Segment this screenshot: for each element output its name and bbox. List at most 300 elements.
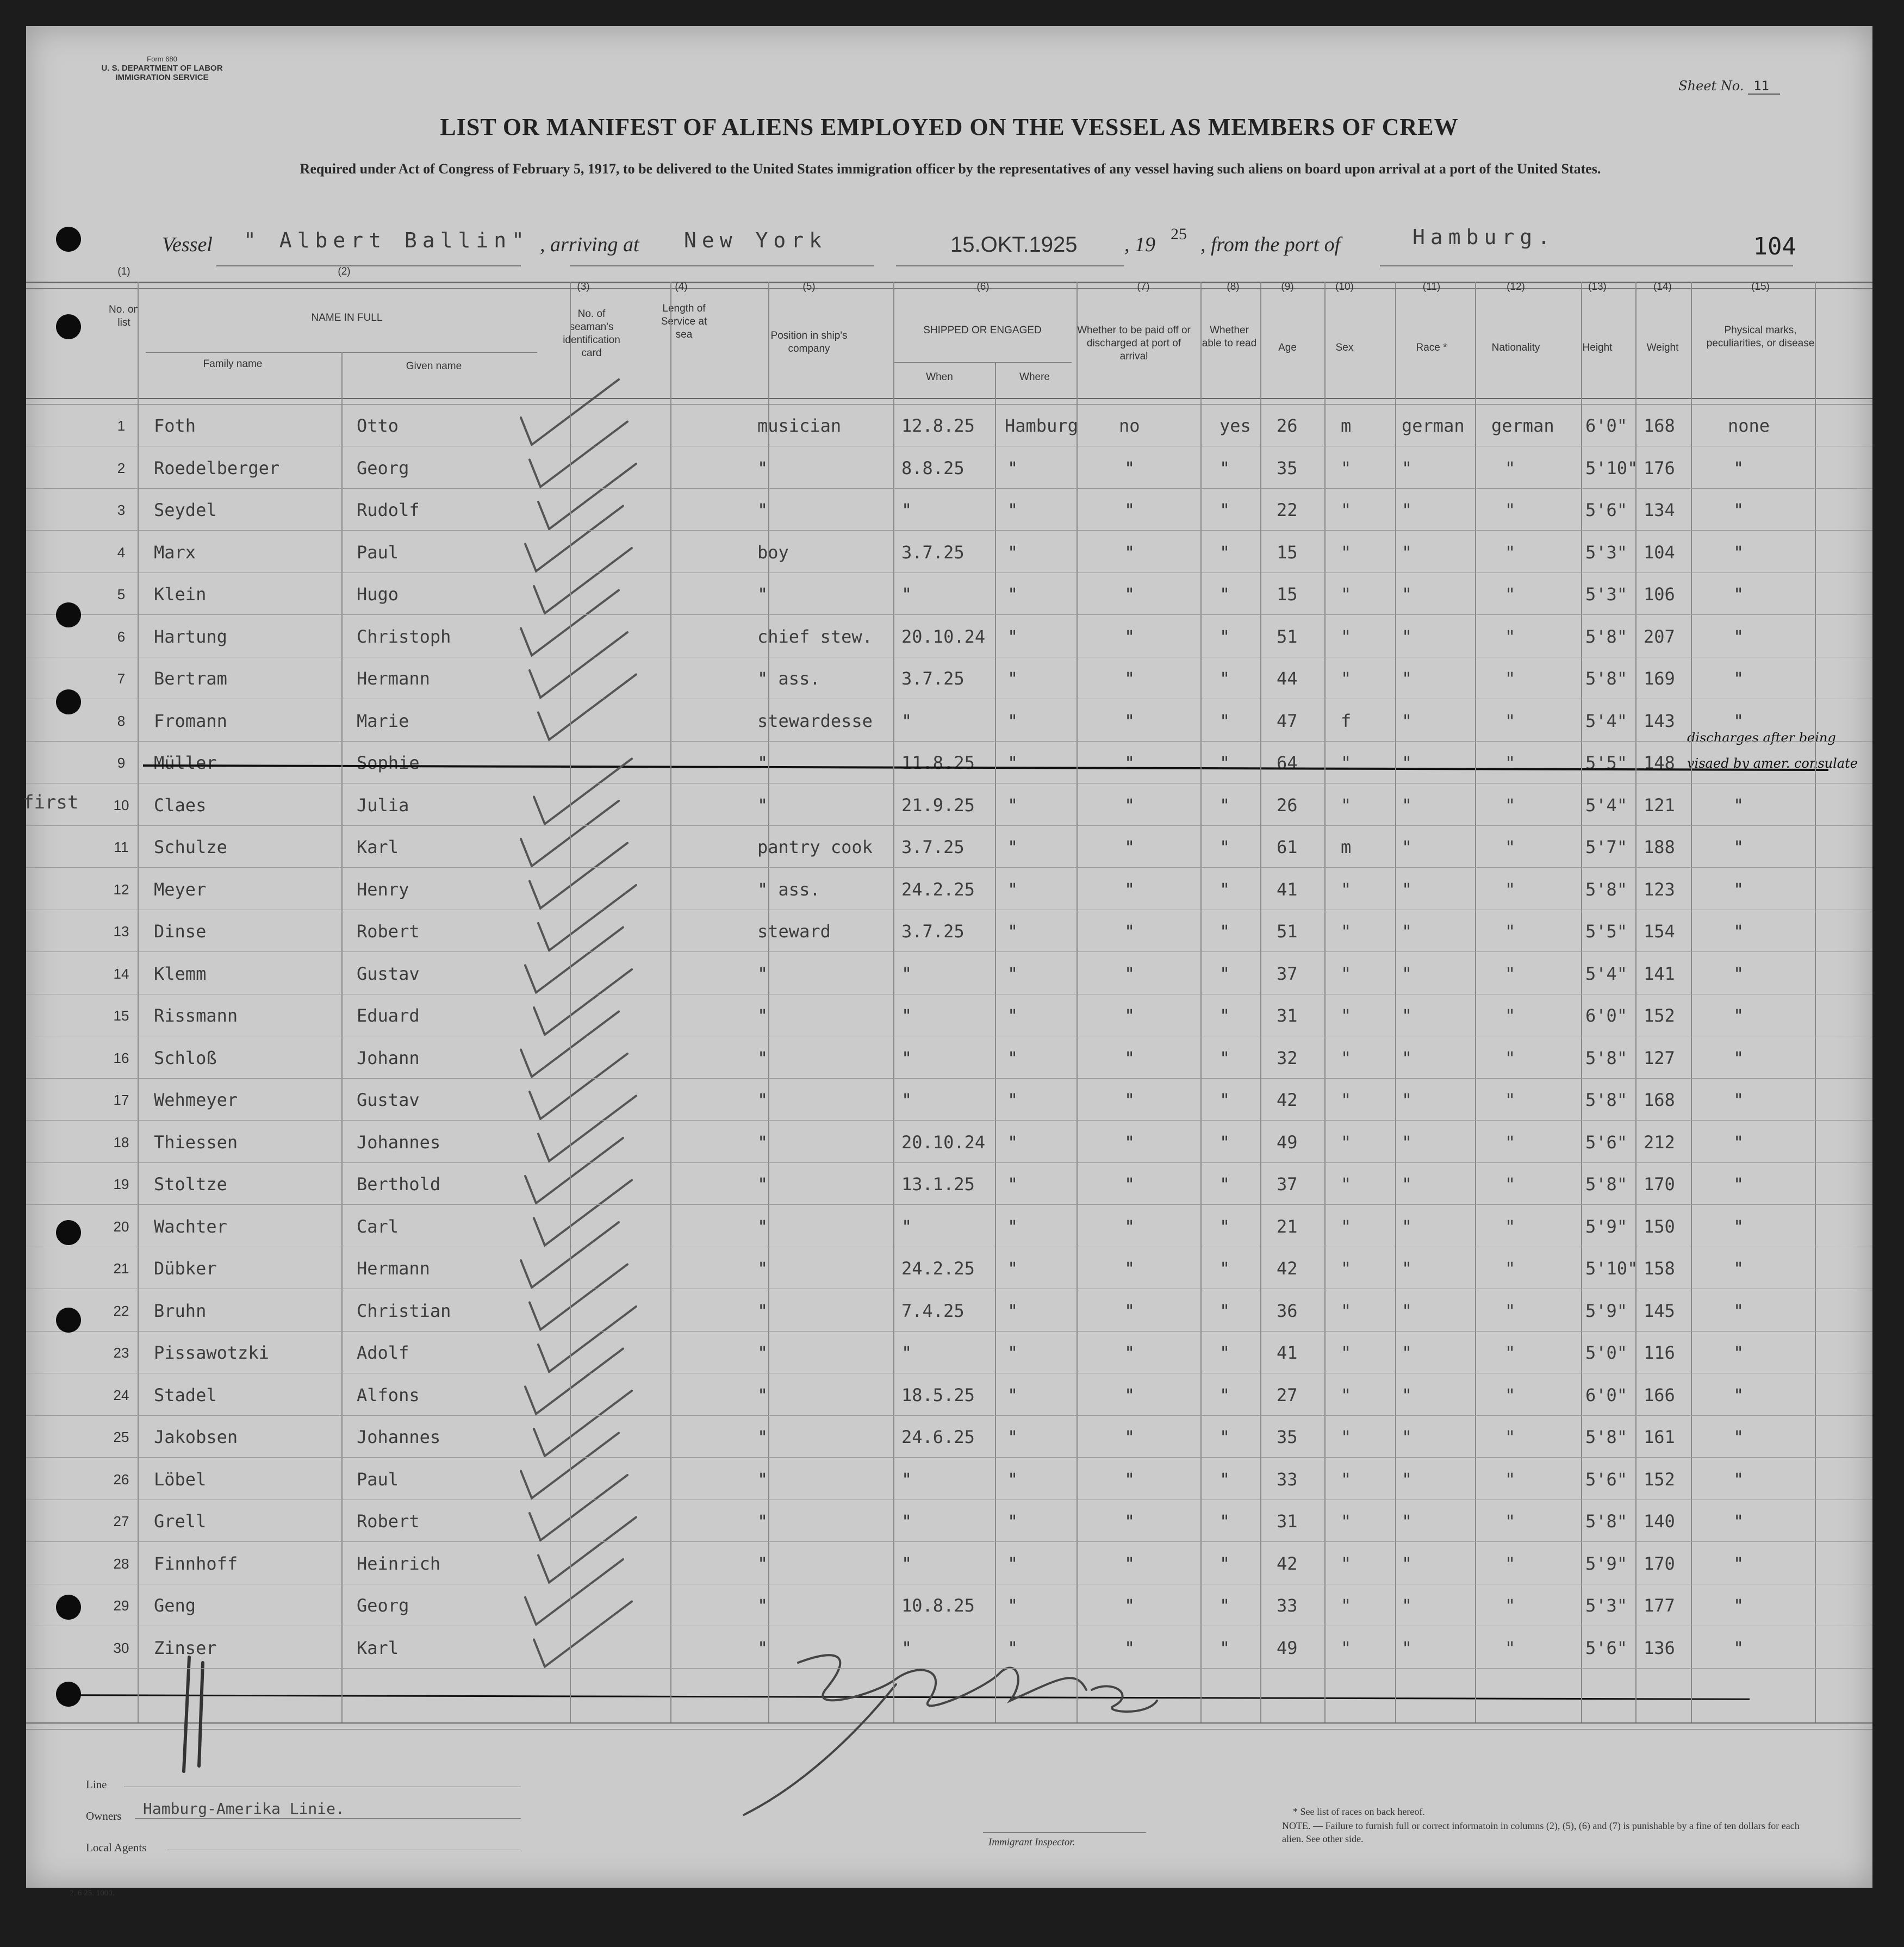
given-name: Hermann <box>357 1258 430 1279</box>
weight: 145 <box>1644 1300 1675 1321</box>
height: 6'0" <box>1585 1384 1628 1405</box>
given-name: Eduard <box>357 1005 420 1026</box>
family-name-header: Family name <box>203 358 263 370</box>
row-number: 23 <box>113 1345 129 1361</box>
col14-header: Weight <box>1646 342 1679 353</box>
shipped-where: " <box>1007 1427 1018 1447</box>
position: musician <box>757 415 842 436</box>
sex: " <box>1341 921 1352 942</box>
sex: " <box>1341 1258 1352 1279</box>
able-to-read: " <box>1219 584 1230 605</box>
height: 5'10" <box>1585 1258 1638 1279</box>
age: 15 <box>1277 584 1298 605</box>
local-agents-label: Local Agents <box>86 1841 147 1854</box>
given-name: Georg <box>357 1595 409 1616</box>
shipped-when: 24.2.25 <box>901 879 975 900</box>
row-number: 6 <box>117 628 126 645</box>
position: pantry cook <box>757 837 873 857</box>
shipped-where: " <box>1007 1342 1018 1363</box>
check-marks <box>26 26 1872 1888</box>
given-name-header: Given name <box>406 360 462 372</box>
weight: 148 <box>1644 752 1675 773</box>
physical-marks: " <box>1733 1005 1744 1026</box>
given-name: Gustav <box>357 963 420 984</box>
sex: " <box>1341 1005 1352 1026</box>
year-value: 25 <box>1171 225 1187 243</box>
age: 51 <box>1277 626 1298 647</box>
row-number: 17 <box>113 1092 129 1108</box>
punch-hole <box>56 602 81 627</box>
able-to-read: " <box>1219 794 1230 816</box>
nationality: " <box>1505 1258 1516 1279</box>
shipped-where: " <box>1007 1216 1018 1237</box>
able-to-read: " <box>1219 1469 1230 1490</box>
shipped-when: " <box>901 1005 912 1026</box>
column-rule <box>1324 282 1326 1722</box>
row-number: 22 <box>113 1302 129 1319</box>
family-name: Fromann <box>154 710 227 731</box>
age: 36 <box>1277 1300 1298 1321</box>
shipped-where: " <box>1007 1005 1018 1026</box>
col9-header: Age <box>1278 342 1297 353</box>
paid-off: " <box>1124 1047 1135 1068</box>
service-name: IMMIGRATION SERVICE <box>115 73 209 82</box>
family-name: Marx <box>154 542 196 563</box>
check-mark <box>530 843 627 909</box>
paid-off: " <box>1124 1005 1135 1026</box>
given-name: Alfons <box>357 1384 420 1405</box>
shipped-when: 3.7.25 <box>901 668 965 689</box>
row-number: 18 <box>113 1134 129 1150</box>
check-mark <box>530 1475 627 1540</box>
row-rule <box>26 1120 1872 1121</box>
height: 5'6" <box>1585 1637 1628 1658</box>
family-name: Müller <box>154 752 217 773</box>
paid-off: " <box>1124 1553 1135 1574</box>
races-footnote: * See list of races on back hereof. <box>1293 1806 1425 1817</box>
punch-hole <box>56 227 81 252</box>
shipped-when: 3.7.25 <box>901 921 965 942</box>
age: 31 <box>1277 1511 1298 1532</box>
paid-off: " <box>1124 879 1135 900</box>
paid-off: " <box>1124 584 1135 605</box>
family-name: Foth <box>154 415 196 436</box>
paid-off: " <box>1124 1595 1135 1616</box>
race: " <box>1402 584 1413 605</box>
able-to-read: " <box>1219 921 1230 942</box>
age: 22 <box>1277 500 1298 520</box>
family-name: Schulze <box>154 837 227 857</box>
paid-off: " <box>1124 1300 1135 1321</box>
paid-off: " <box>1124 1469 1135 1490</box>
paid-off: " <box>1124 1258 1135 1279</box>
height: 6'0" <box>1585 1005 1628 1026</box>
line-label: Line <box>86 1778 107 1791</box>
physical-marks: " <box>1733 1637 1744 1658</box>
col15-number: (15) <box>1751 281 1770 293</box>
margin-tick-1 <box>184 1657 189 1771</box>
shipped-when: 12.8.25 <box>901 415 975 436</box>
able-to-read: " <box>1219 1258 1230 1279</box>
page-subtitle: Required under Act of Congress of February 5, 1917, to be delivered to the United States immigration officer by the representatives of any vessel having such aliens on board upon arrival at a port of the United States. <box>300 161 1601 177</box>
shipped-where: " <box>1007 500 1018 520</box>
family-name: Dübker <box>154 1258 217 1279</box>
col4-header: Length of Service at sea <box>661 303 707 340</box>
given-name: Rudolf <box>357 500 420 520</box>
age: 64 <box>1277 752 1298 773</box>
race: " <box>1402 1427 1413 1447</box>
sex: " <box>1341 752 1352 773</box>
age: 41 <box>1277 879 1298 900</box>
paid-off: " <box>1124 1511 1135 1532</box>
nationality: " <box>1505 879 1516 900</box>
position: chief stew. <box>757 626 873 647</box>
physical-marks: " <box>1733 1553 1744 1574</box>
race: " <box>1402 1384 1413 1405</box>
physical-marks: " <box>1733 1216 1744 1237</box>
able-to-read: " <box>1219 542 1230 563</box>
able-to-read: " <box>1219 1342 1230 1363</box>
physical-marks: " <box>1733 879 1744 900</box>
able-to-read: " <box>1219 668 1230 689</box>
col10-header: Sex <box>1335 342 1354 353</box>
weight: 177 <box>1644 1595 1675 1616</box>
shipped-when: " <box>901 1637 912 1658</box>
col12-number: (12) <box>1507 281 1525 293</box>
row-rule <box>26 1078 1872 1079</box>
age: 41 <box>1277 1342 1298 1363</box>
col10-number: (10) <box>1335 281 1354 293</box>
shipped-when: 10.8.25 <box>901 1595 975 1616</box>
check-mark <box>534 548 632 613</box>
position: boy <box>757 542 789 563</box>
column-rule <box>1200 282 1202 1722</box>
shipped-where: " <box>1007 710 1018 731</box>
height: 5'8" <box>1585 626 1628 647</box>
race: " <box>1402 1637 1413 1658</box>
age: 42 <box>1277 1090 1298 1110</box>
able-to-read: " <box>1219 837 1230 857</box>
weight: 152 <box>1644 1005 1675 1026</box>
column-rule <box>893 282 894 1722</box>
check-mark <box>525 506 623 571</box>
from-port: Hamburg. <box>1413 225 1556 249</box>
physical-marks: " <box>1733 1427 1744 1447</box>
height: 5'0" <box>1585 1342 1628 1363</box>
weight: 143 <box>1644 710 1675 731</box>
able-to-read: " <box>1219 1384 1230 1405</box>
paid-off: " <box>1124 794 1135 816</box>
age: 26 <box>1277 415 1298 436</box>
paid-off: " <box>1124 1090 1135 1110</box>
height: 5'3" <box>1585 584 1628 605</box>
check-mark <box>530 1054 627 1119</box>
shipped-when: 8.8.25 <box>901 457 965 478</box>
given-name: Karl <box>357 837 399 857</box>
race: german <box>1402 415 1465 436</box>
shipped-when: " <box>901 1469 912 1490</box>
print-code: 2. 6 25. 1000. <box>70 1889 115 1898</box>
margin-tick-2 <box>199 1663 203 1766</box>
punch-hole <box>56 1308 81 1333</box>
date-stamp: 15.OKT.1925 <box>950 233 1078 257</box>
sex: " <box>1341 1637 1352 1658</box>
page-number: 104 <box>1753 233 1796 260</box>
age: 51 <box>1277 921 1298 942</box>
physical-marks: " <box>1733 1595 1744 1616</box>
sex: m <box>1341 837 1352 857</box>
position: steward <box>757 921 831 942</box>
race: " <box>1402 1553 1413 1574</box>
nationality: " <box>1505 457 1516 478</box>
sex: " <box>1341 879 1352 900</box>
owners-value: Hamburg-Amerika Linie. <box>143 1800 345 1818</box>
age: 47 <box>1277 710 1298 731</box>
race: " <box>1402 1342 1413 1363</box>
row-rule <box>26 1541 1872 1542</box>
able-to-read: " <box>1219 1174 1230 1195</box>
age: 35 <box>1277 457 1298 478</box>
row-number: 27 <box>113 1513 129 1529</box>
height: 5'8" <box>1585 1427 1628 1447</box>
physical-marks: " <box>1733 1047 1744 1068</box>
col2-header: NAME IN FULL <box>311 312 383 324</box>
sex: " <box>1341 1047 1352 1068</box>
row-number: 29 <box>113 1597 129 1614</box>
nationality: " <box>1505 1427 1516 1447</box>
physical-marks: " <box>1733 963 1744 984</box>
paid-off: " <box>1124 752 1135 773</box>
row-rule <box>26 1457 1872 1458</box>
weight: 150 <box>1644 1216 1675 1237</box>
paid-off: " <box>1124 1384 1135 1405</box>
shipped-where: " <box>1007 794 1018 816</box>
position: " <box>757 752 768 773</box>
age: 44 <box>1277 668 1298 689</box>
sex: " <box>1341 1427 1352 1447</box>
able-to-read: yes <box>1219 415 1251 436</box>
check-mark <box>534 1602 632 1667</box>
physical-marks: none <box>1728 415 1770 436</box>
sex: " <box>1341 1342 1352 1363</box>
col6-header: SHIPPED OR ENGAGED <box>923 325 1042 336</box>
shipped-when: 11.8.25 <box>901 752 975 773</box>
sex: " <box>1341 1216 1352 1237</box>
shipped-where: " <box>1007 457 1018 478</box>
margin-note-first: first <box>23 792 79 813</box>
height: 5'8" <box>1585 668 1628 689</box>
shipped-where: " <box>1007 668 1018 689</box>
col13-header: Height <box>1582 342 1613 353</box>
col8-number: (8) <box>1227 281 1240 293</box>
able-to-read: " <box>1219 1637 1230 1658</box>
shipped-when: " <box>901 1047 912 1068</box>
arriving-port: New York <box>684 228 827 252</box>
age: 33 <box>1277 1469 1298 1490</box>
nationality: " <box>1505 1553 1516 1574</box>
check-mark <box>530 632 627 698</box>
able-to-read: " <box>1219 710 1230 731</box>
check-mark <box>538 885 636 950</box>
able-to-read: " <box>1219 1427 1230 1447</box>
given-name: Adolf <box>357 1342 409 1363</box>
shipped-where: " <box>1007 1511 1018 1532</box>
shipped-where: " <box>1007 752 1018 773</box>
nationality: " <box>1505 584 1516 605</box>
check-mark <box>525 1138 623 1203</box>
race: " <box>1402 1047 1413 1068</box>
race: " <box>1402 457 1413 478</box>
row-rule <box>26 1204 1872 1205</box>
family-name: Bruhn <box>154 1300 207 1321</box>
department-name: U. S. DEPARTMENT OF LABOR <box>101 64 223 73</box>
col1-number: (1) <box>117 266 130 277</box>
year-label: , 19 <box>1124 233 1155 256</box>
weight: 127 <box>1644 1047 1675 1068</box>
row-number: 24 <box>113 1386 129 1403</box>
check-mark <box>538 1517 636 1583</box>
age: 42 <box>1277 1258 1298 1279</box>
height: 5'5" <box>1585 752 1628 773</box>
age: 31 <box>1277 1005 1298 1026</box>
row-number: 10 <box>113 797 129 813</box>
sex: " <box>1341 1553 1352 1574</box>
check-mark <box>534 759 632 824</box>
row-number: 7 <box>117 670 126 687</box>
punch-hole <box>56 689 81 714</box>
nationality: " <box>1505 1511 1516 1532</box>
height: 5'3" <box>1585 542 1628 563</box>
check-mark <box>530 1265 627 1330</box>
row-number: 28 <box>113 1555 129 1572</box>
paid-off: " <box>1124 1427 1135 1447</box>
weight: 152 <box>1644 1469 1675 1490</box>
weight: 106 <box>1644 584 1675 605</box>
race: " <box>1402 879 1413 900</box>
age: 33 <box>1277 1595 1298 1616</box>
age: 26 <box>1277 794 1298 816</box>
weight: 121 <box>1644 794 1675 816</box>
sex: " <box>1341 626 1352 647</box>
race: " <box>1402 963 1413 984</box>
row-rule <box>26 741 1872 742</box>
given-name: Hermann <box>357 668 430 689</box>
shipped-where: " <box>1007 879 1018 900</box>
physical-marks: " <box>1733 921 1744 942</box>
nationality: " <box>1505 1047 1516 1068</box>
nationality: " <box>1505 1174 1516 1195</box>
given-name: Hugo <box>357 584 399 605</box>
row-number: 3 <box>117 502 126 518</box>
paid-off: " <box>1124 921 1135 942</box>
paid-off: " <box>1124 963 1135 984</box>
column-rule <box>1395 282 1396 1722</box>
position: " <box>757 1342 768 1363</box>
weight: 188 <box>1644 837 1675 857</box>
row-rule <box>26 1162 1872 1163</box>
nationality: " <box>1505 1595 1516 1616</box>
family-name: Geng <box>154 1595 196 1616</box>
family-name: Rissmann <box>154 1005 238 1026</box>
family-name: Claes <box>154 794 207 816</box>
column-rule <box>768 282 769 1722</box>
given-name: Gustav <box>357 1090 420 1110</box>
shipped-when: " <box>901 1511 912 1532</box>
row-rule <box>26 867 1872 868</box>
owners-label: Owners <box>86 1809 122 1822</box>
race: " <box>1402 500 1413 520</box>
sex: " <box>1341 1300 1352 1321</box>
sex: " <box>1341 1174 1352 1195</box>
family-name: Wachter <box>154 1216 227 1237</box>
able-to-read: " <box>1219 1595 1230 1616</box>
physical-marks: " <box>1733 626 1744 647</box>
given-name: Julia <box>357 794 409 816</box>
family-name: Klein <box>154 584 207 605</box>
sex: f <box>1341 710 1352 731</box>
sex: " <box>1341 1090 1352 1110</box>
row-number: 21 <box>113 1260 129 1277</box>
col5-number: (5) <box>802 281 816 293</box>
weight: 123 <box>1644 879 1675 900</box>
age: 27 <box>1277 1384 1298 1405</box>
height: 5'3" <box>1585 1595 1628 1616</box>
column-rule <box>138 282 139 1722</box>
shipped-when: " <box>901 1553 912 1574</box>
physical-marks: " <box>1733 1258 1744 1279</box>
row-rule <box>26 1668 1872 1669</box>
col1-header: No. on list <box>109 304 139 328</box>
column-rule <box>1260 282 1261 1722</box>
age: 49 <box>1277 1131 1298 1153</box>
paid-off: " <box>1124 542 1135 563</box>
nationality: " <box>1505 837 1516 857</box>
physical-marks: " <box>1733 1090 1744 1110</box>
column-rule <box>341 352 343 1722</box>
height: 5'9" <box>1585 1216 1628 1237</box>
col5-header: Position in ship's company <box>770 330 848 354</box>
height: 5'4" <box>1585 710 1628 731</box>
given-name: Otto <box>357 415 399 436</box>
shipped-where: " <box>1007 1090 1018 1110</box>
race: " <box>1402 1300 1413 1321</box>
manifest-sheet <box>23 26 1872 1898</box>
shipped-where: " <box>1007 1174 1018 1195</box>
sex: " <box>1341 794 1352 816</box>
given-name: Heinrich <box>357 1553 441 1574</box>
given-name: Marie <box>357 710 409 731</box>
column-rule <box>670 282 671 1722</box>
shipped-where: " <box>1007 1469 1018 1490</box>
family-name: Zinser <box>154 1637 217 1658</box>
able-to-read: " <box>1219 752 1230 773</box>
check-mark <box>534 969 632 1035</box>
age: 37 <box>1277 963 1298 984</box>
position: " <box>757 1005 768 1026</box>
arriving-label: , arriving at <box>540 233 639 256</box>
race: " <box>1402 1469 1413 1490</box>
shipped-when: 21.9.25 <box>901 794 975 816</box>
physical-marks: " <box>1733 794 1744 816</box>
position: " <box>757 1595 768 1616</box>
race: " <box>1402 626 1413 647</box>
sex: m <box>1341 415 1352 436</box>
height: 5'6" <box>1585 500 1628 520</box>
shipped-when: " <box>901 710 912 731</box>
paid-off: " <box>1124 668 1135 689</box>
sex: " <box>1341 542 1352 563</box>
race: " <box>1402 668 1413 689</box>
